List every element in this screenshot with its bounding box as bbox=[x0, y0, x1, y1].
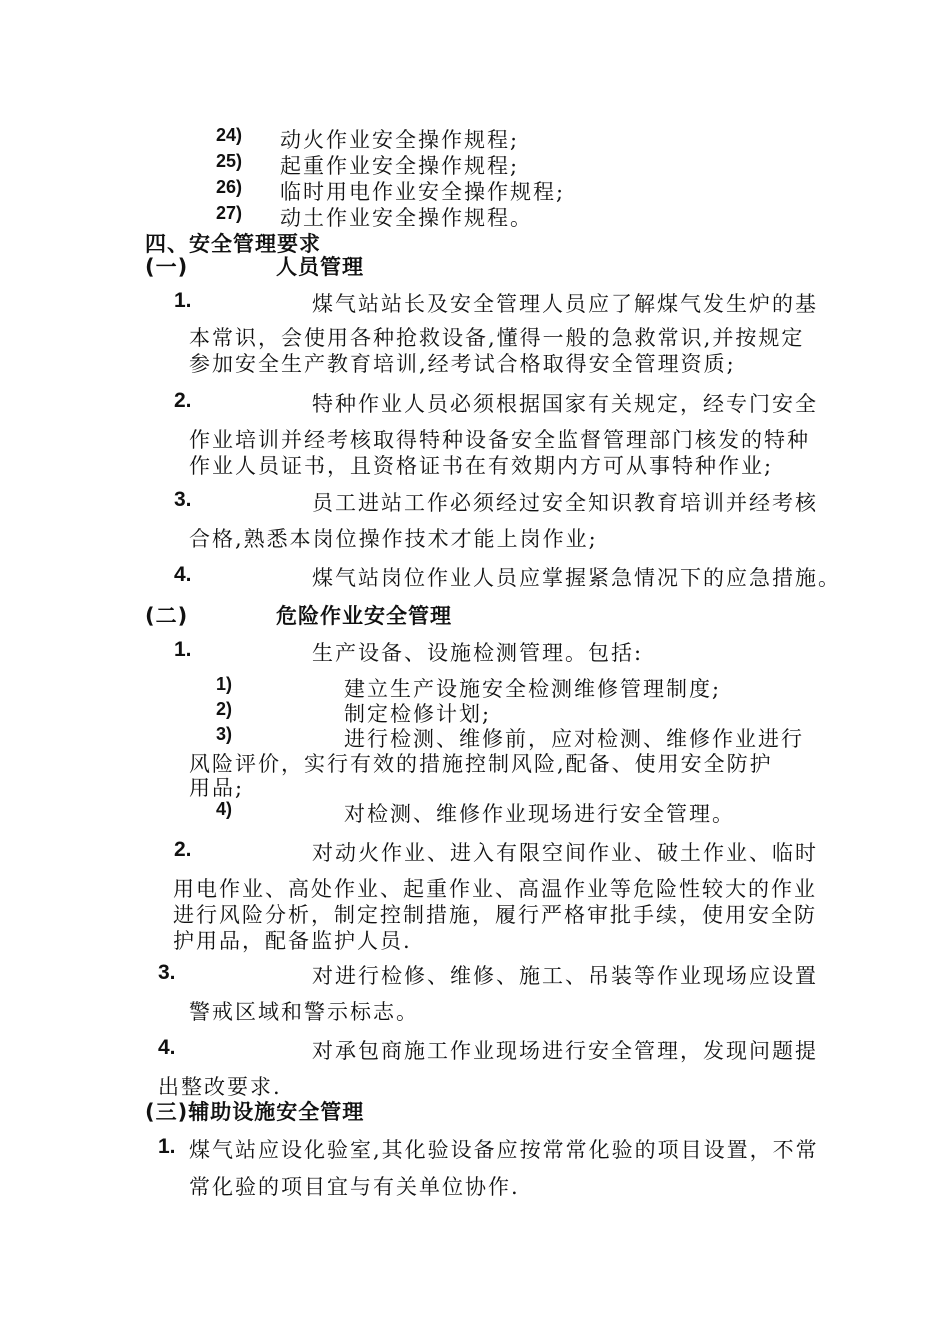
paragraph-line: 对承包商施工作业现场进行安全管理，发现问题提 bbox=[312, 1039, 818, 1063]
paragraph-line: 进行风险分析，制定控制措施，履行严格审批手续，使用安全防 bbox=[173, 903, 817, 927]
item-number: 3. bbox=[158, 961, 176, 984]
sub-item-number: 4) bbox=[216, 799, 233, 819]
paragraph-line: 用品; bbox=[189, 776, 245, 800]
paragraph-line: 参加安全生产教育培训,经考试合格取得安全管理资质; bbox=[189, 352, 736, 376]
paragraph-line: 合格,熟悉本岗位操作技术才能上岗作业; bbox=[189, 527, 598, 551]
list-number: 26) bbox=[216, 177, 243, 197]
paragraph-line: 出整改要求. bbox=[158, 1075, 282, 1099]
paragraph-line: 作业人员证书，且资格证书在有效期内方可从事特种作业; bbox=[189, 454, 774, 478]
subsection-marker: (一) bbox=[145, 255, 189, 279]
paragraph-line: 警戒区域和警示标志。 bbox=[189, 1000, 419, 1024]
list-number: 25) bbox=[216, 151, 243, 171]
item-number: 4. bbox=[158, 1036, 176, 1059]
subsection-heading: (三)辅助设施安全管理 bbox=[145, 1100, 365, 1124]
item-number: 3. bbox=[174, 488, 192, 511]
paragraph-line: 进行检测、维修前，应对检测、维修作业进行 bbox=[344, 727, 804, 751]
list-text: 起重作业安全操作规程; bbox=[280, 154, 520, 178]
item-number: 2. bbox=[174, 838, 192, 861]
section-title: 四、安全管理要求 bbox=[145, 232, 321, 256]
paragraph-line: 对动火作业、进入有限空间作业、破土作业、临时 bbox=[312, 841, 818, 865]
paragraph-line: 本常识，会使用各种抢救设备,懂得一般的急救常识,并按规定 bbox=[189, 326, 805, 350]
item-number: 1. bbox=[158, 1135, 176, 1158]
paragraph-line: 护用品，配备监护人员. bbox=[173, 929, 412, 953]
item-number: 4. bbox=[174, 563, 192, 586]
paragraph-line: 煤气站应设化验室,其化验设备应按常常化验的项目设置，不常 bbox=[189, 1138, 819, 1162]
paragraph-line: 风险评价，实行有效的措施控制风险,配备、使用安全防护 bbox=[189, 752, 773, 776]
paragraph-line: 作业培训并经考核取得特种设备安全监督管理部门核发的特种 bbox=[189, 428, 810, 452]
paragraph-line: 煤气站岗位作业人员应掌握紧急情况下的应急措施。 bbox=[312, 566, 841, 590]
paragraph-line: 员工进站工作必须经过安全知识教育培训并经考核 bbox=[312, 491, 818, 515]
subsection-marker: (二) bbox=[145, 604, 189, 628]
subsection-title: 人员管理 bbox=[276, 255, 364, 279]
sub-item-number: 2) bbox=[216, 699, 233, 719]
paragraph-line: 对检测、维修作业现场进行安全管理。 bbox=[344, 802, 735, 826]
sub-item-number: 1) bbox=[216, 674, 233, 694]
list-text: 动土作业安全操作规程。 bbox=[280, 206, 533, 230]
paragraph-line: 特种作业人员必须根据国家有关规定，经专门安全 bbox=[312, 392, 818, 416]
sub-item-number: 3) bbox=[216, 724, 233, 744]
paragraph-line: 煤气站站长及安全管理人员应了解煤气发生炉的基 bbox=[312, 292, 818, 316]
subsection-title: 危险作业安全管理 bbox=[276, 604, 452, 628]
list-text: 动火作业安全操作规程; bbox=[280, 128, 520, 152]
item-number: 1. bbox=[174, 638, 192, 661]
paragraph-line: 生产设备、设施检测管理。包括: bbox=[312, 641, 644, 665]
list-number: 27) bbox=[216, 203, 243, 223]
list-text: 临时用电作业安全操作规程; bbox=[280, 180, 566, 204]
paragraph-line: 常化验的项目宜与有关单位协作. bbox=[189, 1175, 520, 1199]
item-number: 1. bbox=[174, 289, 192, 312]
list-number: 24) bbox=[216, 125, 243, 145]
paragraph-line: 用电作业、高处作业、起重作业、高温作业等危险性较大的作业 bbox=[173, 877, 817, 901]
paragraph-line: 对进行检修、维修、施工、吊装等作业现场应设置 bbox=[312, 964, 818, 988]
paragraph-line: 建立生产设施安全检测维修管理制度; bbox=[344, 677, 722, 701]
paragraph-line: 制定检修计划; bbox=[344, 702, 492, 726]
item-number: 2. bbox=[174, 389, 192, 412]
